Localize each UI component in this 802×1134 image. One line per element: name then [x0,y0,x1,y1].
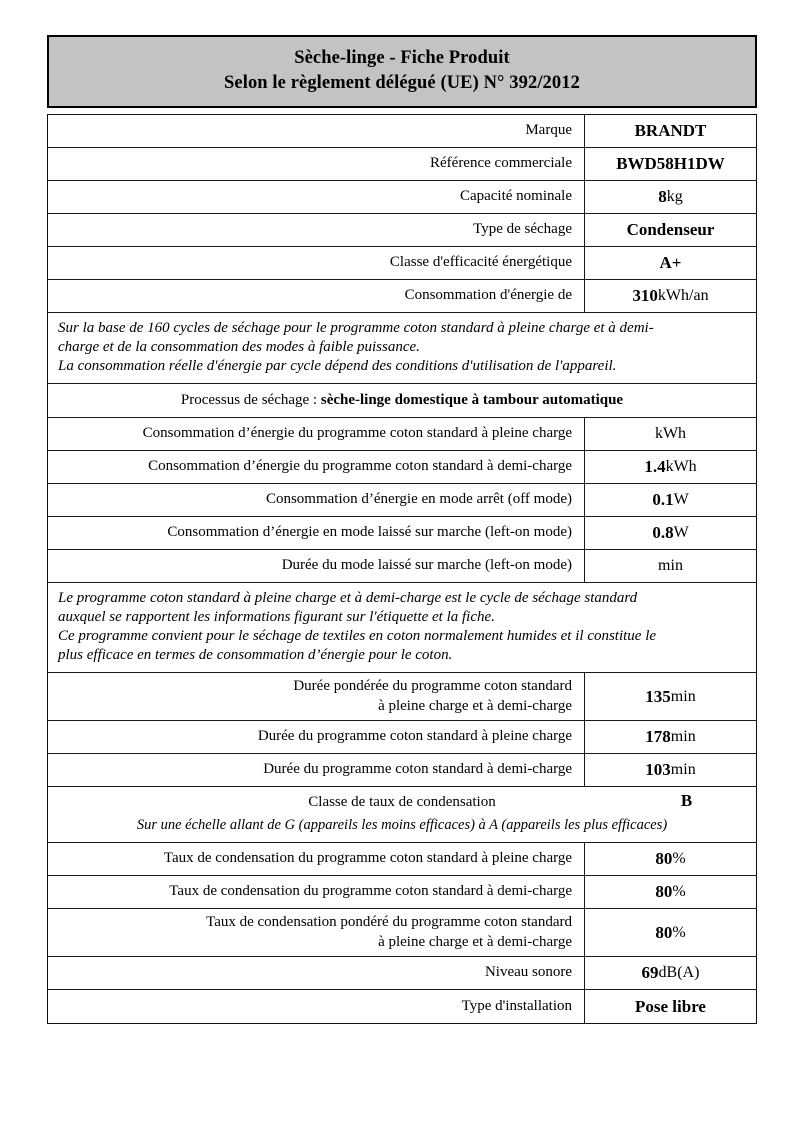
row-label-line-1: Durée pondérée du programme coton standard [293,678,572,694]
row-label: Taux de condensation du programme coton standard à pleine charge [163,850,572,867]
row-value [584,550,756,582]
value-unit: kg [666,188,683,205]
row-value [584,721,756,753]
table-row-marque [48,115,756,148]
value-text: Pose libre [635,996,706,1016]
value-number: 80 [655,849,673,868]
row-value [584,148,756,180]
row-label: Type d'installation [461,997,572,1014]
value-unit: min [658,557,683,574]
value-number: 80 [655,922,673,942]
table-row-consommation-energie [48,280,756,313]
value-unit: % [672,923,686,941]
row-label: Consommation d’énergie en mode arrêt (off mode) [265,491,572,508]
row-label: Durée du mode laissé sur marche (left-on mode) [281,557,572,574]
row-label: Classe d'efficacité énergétique [389,254,572,271]
table-row-type-installation [48,990,756,1023]
value-number: 69 [641,963,659,982]
note-block-standard-programme [48,583,756,673]
row-value [584,990,756,1023]
row-label: Consommation d'énergie de [404,287,572,304]
table-row-conso-off-mode [48,484,756,517]
row-label [48,673,584,720]
value-number: 310 [632,286,658,305]
processus-label: Processus de séchage : [180,392,321,408]
table-row-conso-left-on-mode [48,517,756,550]
row-value [584,181,756,213]
value-number: 0.1 [652,490,674,509]
row-value [584,843,756,875]
row-value [584,754,756,786]
row-value [584,214,756,246]
row-label-line-2: à pleine charge et à demi-charge [378,933,572,950]
table-row-processus-sechage [48,384,756,418]
row-label: Taux de condensation du programme coton standard à demi-charge [169,883,572,900]
note-line-4: plus efficace en termes de consommation d’énergie pour le coton. [58,647,453,663]
table-row-taux-pleine-charge [48,843,756,876]
row-value [584,115,756,147]
value-unit: W [673,524,689,541]
row-label [48,909,584,956]
note-line-1: Sur la base de 160 cycles de séchage pour le programme coton standard à pleine charge et à demi- [58,320,654,336]
value-unit: min [670,761,696,778]
table-row-reference [48,148,756,181]
value-number: 8 [658,187,667,206]
table-row-duree-pleine-charge [48,721,756,754]
note-line-3: Ce programme convient pour le séchage de textiles en coton normalement humides et il constitue le [58,628,657,644]
table-row-taux-demi-charge [48,876,756,909]
row-label: Durée du programme coton standard à pleine charge [257,728,572,745]
row-label: Consommation d’énergie du programme coton standard à pleine charge [142,425,572,442]
table-row-classe-condensation [48,787,756,843]
row-value [584,418,756,450]
product-spec-table [47,114,757,1024]
value-unit: kWh [654,425,687,442]
row-label-line-2: à pleine charge et à demi-charge [378,697,572,714]
table-row-type-sechage [48,214,756,247]
classe-condensation-label: Classe de taux de condensation [308,794,496,810]
note-block-energy-basis [48,313,756,384]
value-unit: min [670,687,696,705]
table-row-niveau-sonore [48,957,756,990]
value-text: BWD58H1DW [616,154,725,173]
table-row-conso-pleine-charge [48,418,756,451]
document-title-box [47,35,757,108]
row-value [584,673,756,720]
row-label: Consommation d’énergie du programme coton standard à demi-charge [148,458,572,475]
value-number: 135 [645,686,671,706]
row-value [584,957,756,989]
note-line-1: Le programme coton standard à pleine charge et à demi-charge est le cycle de séchage standard [58,590,638,606]
value-unit: dB(A) [658,964,700,981]
row-label: Type de séchage [473,221,572,238]
note-line-2: auxquel se rapportent les informations figurant sur l'étiquette et la fiche. [58,609,495,625]
table-row-taux-pondere [48,909,756,957]
row-label: Référence commerciale [430,155,572,172]
row-value [584,484,756,516]
classe-condensation-top [48,787,756,815]
row-label: Durée du programme coton standard à demi-charge [263,761,572,778]
row-label: Capacité nominale [459,188,572,205]
classe-condensation-value: B [680,791,693,810]
table-row-duree-ponderee [48,673,756,721]
row-value [584,517,756,549]
table-row-duree-demi-charge [48,754,756,787]
table-row-capacite [48,181,756,214]
document-title-line-1: Sèche-linge - Fiche Produit [294,48,510,68]
row-label-line-1: Taux de condensation pondéré du programme coton standard [206,914,572,930]
row-value [584,451,756,483]
value-number: 178 [645,727,671,746]
row-label: Niveau sonore [484,964,572,981]
value-number: 103 [645,760,671,779]
value-unit: % [672,850,686,867]
processus-value: sèche-linge domestique à tambour automatique [320,392,624,408]
table-row-classe-energie [48,247,756,280]
row-value [584,909,756,956]
table-row-duree-left-on-mode [48,550,756,583]
value-text: Condenseur [626,220,715,239]
document-title-line-2: Selon le règlement délégué (UE) N° 392/2012 [224,73,580,93]
value-unit: min [670,728,696,745]
note-line-3: La consommation réelle d'énergie par cycle dépend des conditions d'utilisation de l'appareil. [58,358,617,374]
row-value [584,247,756,279]
value-unit: % [672,883,686,900]
value-unit: kWh [665,458,697,475]
value-number: 0.8 [652,523,674,542]
table-row-conso-demi-charge [48,451,756,484]
value-unit: kWh/an [657,287,709,304]
row-value [584,876,756,908]
note-line-2: charge et de la consommation des modes à faible puissance. [58,339,420,355]
value-text: A+ [659,253,682,272]
classe-condensation-scale-note: Sur une échelle allant de G (appareils les moins efficaces) à A (appareils les plus efficaces) [136,817,668,833]
value-text: BRANDT [634,121,707,140]
value-unit: W [673,491,689,508]
value-number: 80 [655,882,673,901]
row-label: Consommation d’énergie en mode laissé sur marche (left-on mode) [167,524,572,541]
row-label: Marque [525,122,572,139]
value-number: 1.4 [644,457,666,476]
row-value [584,280,756,312]
